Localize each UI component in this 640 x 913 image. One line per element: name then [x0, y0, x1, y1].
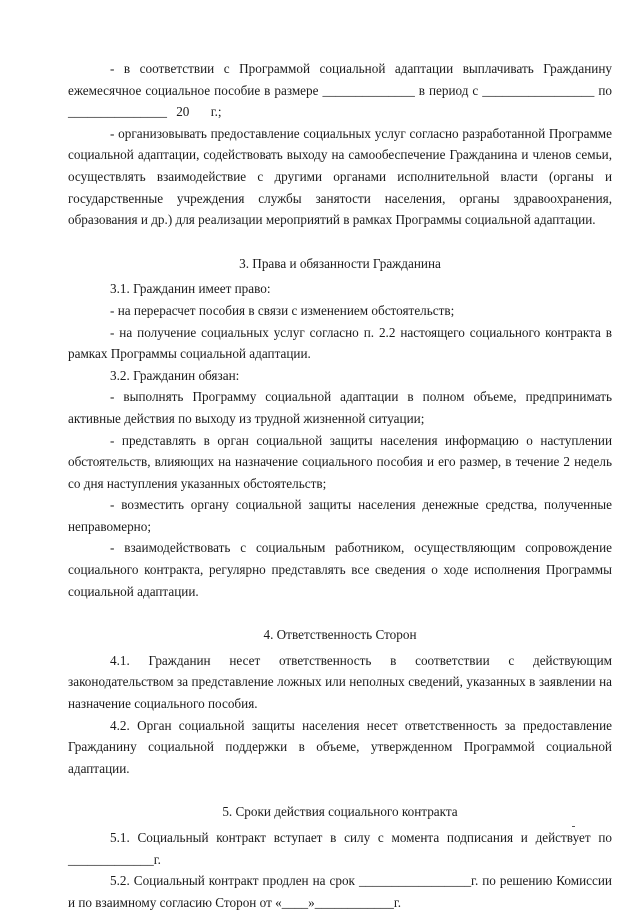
right-item-2: - на получение социальных услуг согласно п. 2.2 настоящего социального контракта в рамках Программы социальной адаптации.	[68, 324, 612, 362]
validity-date-blank[interactable]: _____________	[68, 851, 154, 867]
responsibility-agency: 4.2. Орган социальной защиты населения несет ответственность за предоставление Гражданину социальной поддержки в объеме, утвержденном Программой социальной адаптации.	[68, 717, 612, 776]
social-services-clause: - организовывать предоставление социальных услуг согласно разработанной Программе социальной адаптации, содействовать выходу на самообеспечение Гражданина и членов семьи, осуществлять взаимодействие с другими органами исполнительной власти (органы и государственные учреждения службы занятости населения, органы здравоохранения, образования и др.) для реализации мероприятий в рамках Программы социальной адаптации.	[68, 125, 612, 228]
benefit-amount-blank[interactable]: ______________	[322, 82, 415, 98]
extension-quote-close: »	[308, 894, 315, 910]
scan-speck	[572, 826, 575, 827]
contract-extension-clause	[68, 870, 612, 913]
rights-title: 3.1. Гражданин имеет право:	[110, 281, 271, 297]
right-item-1: - на перерасчет пособия в связи с изменением обстоятельств;	[110, 302, 455, 318]
extension-month-blank[interactable]: ____________	[314, 894, 394, 910]
period-to-blank[interactable]: _______________	[68, 104, 167, 120]
period-from-label: в период с	[414, 82, 483, 98]
extension-year-suffix: г.	[393, 894, 402, 910]
period-to-label: по	[598, 82, 612, 98]
duty-item-2: - представлять в орган социальной защиты населения информацию о наступлении обстоятельств, влияющих на назначение социального пособия и его размер, в течение 2 недель со дня наступления указанных обстоятельств;	[68, 432, 612, 491]
year-suffix: г.;	[210, 104, 222, 120]
benefit-clause-text: - в соответствии с Программой социальной адаптации выплачивать Гражданину ежемесячное социальное пособие в размере	[68, 61, 612, 98]
extension-day-blank[interactable]: ____	[281, 894, 309, 910]
duty-item-1: - выполнять Программу социальной адаптации в полном объеме, предпринимать активные действия по выходу из трудной жизненной ситуации;	[68, 389, 612, 426]
contract-validity-clause	[68, 827, 612, 870]
validity-text: 5.1. Социальный контракт вступает в силу с момента подписания и действует по	[110, 830, 612, 845]
period-from-blank[interactable]: _________________	[482, 82, 595, 98]
section-4-title: 4. Ответственность Сторон	[263, 627, 417, 643]
year-prefix: 20	[176, 104, 190, 120]
duty-item-4: - взаимодействовать с социальным работником, осуществляющим сопровождение социального контракта, регулярно представлять все сведения о ходе исполнения Программы социальной адаптации.	[68, 540, 612, 599]
section-3-title: 3. Права и обязанности Гражданина	[239, 255, 441, 271]
validity-year-suffix: г.	[153, 851, 161, 867]
responsibility-citizen: 4.1. Гражданин несет ответственность в соответствии с действующим законодательством за представление ложных или неполных сведений, указанных в заявлении на назначение социального пособия.	[68, 652, 612, 712]
duties-title: 3.2. Гражданин обязан:	[110, 367, 240, 383]
benefit-payment-clause	[68, 58, 612, 123]
extension-term-blank[interactable]: _________________	[358, 873, 472, 889]
section-5-title: 5. Сроки действия социального контракта	[222, 804, 458, 820]
duty-item-3: - возместить органу социальной защиты населения денежные средства, полученные неправомерно;	[68, 497, 612, 534]
extension-text: 5.2. Социальный контракт продлен на срок	[110, 873, 359, 889]
extension-decision-text: г. по решению Комиссии и по взаимному согласию Сторон от «	[68, 873, 612, 910]
